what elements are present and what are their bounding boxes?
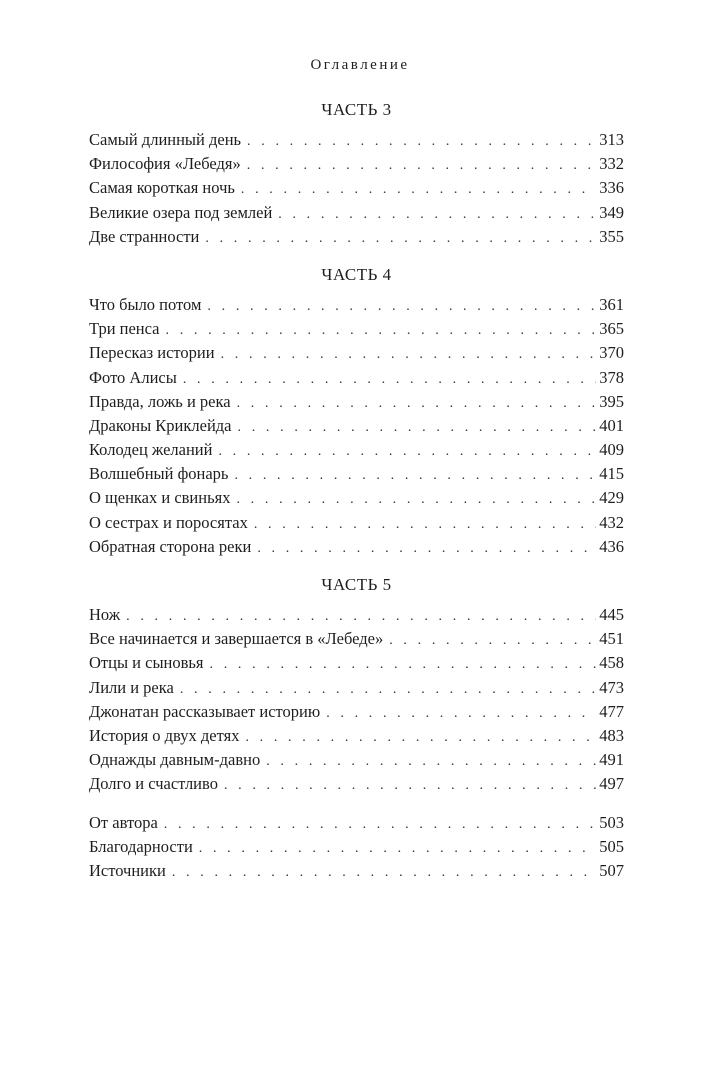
- toc-entry[interactable]: [89, 225, 624, 249]
- page-number: 507: [599, 860, 624, 880]
- toc-entry[interactable]: [89, 366, 624, 390]
- back-matter-section: [89, 811, 624, 884]
- page-number: 395: [599, 391, 624, 411]
- entry-title: Пересказ истории: [89, 343, 215, 363]
- entry-title: Великие озера под землей: [89, 202, 273, 222]
- page-number: 336: [599, 178, 624, 198]
- page-number: 370: [599, 343, 624, 363]
- toc-entry[interactable]: [89, 603, 624, 627]
- dot-leader: [278, 203, 596, 227]
- page-number: 378: [599, 367, 624, 387]
- toc-entry[interactable]: [89, 438, 624, 462]
- part-title: ЧАСТЬ 5: [321, 575, 392, 594]
- dot-leader: [247, 130, 596, 154]
- part-3-section: [89, 98, 624, 249]
- table-of-contents: [89, 98, 624, 883]
- page-number: 503: [599, 812, 624, 832]
- page-number: 483: [599, 725, 624, 745]
- toc-entry[interactable]: [89, 859, 624, 883]
- dot-leader: [389, 629, 596, 653]
- dot-leader: [166, 319, 597, 343]
- dot-leader: [180, 678, 596, 702]
- dot-leader: [172, 861, 596, 885]
- toc-entry[interactable]: [89, 152, 624, 176]
- dot-leader: [224, 774, 596, 798]
- entry-list: [89, 603, 624, 797]
- toc-entry[interactable]: [89, 835, 624, 859]
- dot-leader: [241, 178, 596, 202]
- dot-leader: [183, 368, 596, 392]
- entry-list: [89, 128, 624, 249]
- dot-leader: [126, 605, 596, 629]
- toc-entry[interactable]: [89, 772, 624, 796]
- toc-entry[interactable]: [89, 724, 624, 748]
- page-number: 432: [599, 512, 624, 532]
- entry-title: Волшебный фонарь: [89, 464, 229, 484]
- dot-leader: [218, 440, 596, 464]
- entry-title: Отцы и сыновья: [89, 653, 204, 673]
- toc-entry[interactable]: [89, 511, 624, 535]
- toc-entry[interactable]: [89, 748, 624, 772]
- dot-leader: [245, 726, 596, 750]
- page-number: 458: [599, 653, 624, 673]
- entry-title: Долго и счастливо: [89, 774, 218, 794]
- page-number: 332: [599, 154, 624, 174]
- entry-title: Что было потом: [89, 294, 202, 314]
- page-number: 365: [599, 319, 624, 339]
- toc-entry[interactable]: [89, 128, 624, 152]
- toc-entry[interactable]: [89, 700, 624, 724]
- toc-entry[interactable]: [89, 317, 624, 341]
- dot-leader: [164, 813, 596, 837]
- page-number: 451: [599, 629, 624, 649]
- page-number: 491: [599, 750, 624, 770]
- entry-title: От автора: [89, 812, 158, 832]
- entry-title: Нож: [89, 605, 121, 624]
- page-number: 436: [599, 536, 624, 556]
- dot-leader: [326, 702, 596, 726]
- entry-title: Правда, ложь и река: [89, 391, 231, 411]
- entry-title: История о двух детях: [89, 725, 240, 745]
- entry-title: Самый длинный день: [89, 130, 242, 149]
- toc-entry[interactable]: [89, 651, 624, 675]
- dot-leader: [247, 154, 597, 178]
- toc-entry[interactable]: [89, 201, 624, 225]
- running-head: Оглавление: [310, 57, 410, 73]
- part-title: ЧАСТЬ 3: [321, 100, 392, 119]
- dot-leader: [205, 227, 596, 251]
- dot-leader: [237, 392, 597, 416]
- page-number: 497: [599, 774, 624, 794]
- page-number: 409: [599, 440, 624, 460]
- page-number: 445: [599, 605, 624, 624]
- dot-leader: [207, 295, 596, 319]
- dot-leader: [199, 837, 596, 861]
- toc-entry[interactable]: [89, 176, 624, 200]
- toc-entry[interactable]: [89, 486, 624, 510]
- dot-leader: [234, 464, 596, 488]
- page-number: 415: [599, 464, 624, 484]
- toc-entry[interactable]: [89, 462, 624, 486]
- page-number: 401: [599, 415, 624, 435]
- toc-entry[interactable]: [89, 390, 624, 414]
- toc-entry[interactable]: [89, 811, 624, 835]
- entry-title: Источники: [89, 860, 166, 880]
- part-5-section: [89, 573, 624, 797]
- section-spacer: [89, 249, 624, 263]
- toc-entry[interactable]: [89, 414, 624, 438]
- dot-leader: [236, 488, 596, 512]
- part-4-section: [89, 263, 624, 559]
- dot-leader: [257, 537, 596, 561]
- entry-title: Благодарности: [89, 836, 193, 856]
- page-number: 349: [599, 202, 624, 222]
- entry-title: Колодец желаний: [89, 440, 213, 460]
- section-spacer: [89, 559, 624, 573]
- dot-leader: [254, 513, 596, 537]
- page-number: 473: [599, 677, 624, 697]
- entry-title: Драконы Криклейда: [89, 415, 232, 435]
- entry-title: Три пенса: [89, 319, 160, 339]
- entry-list: [89, 293, 624, 559]
- dot-leader: [221, 343, 597, 367]
- entry-title: Две странности: [89, 226, 200, 246]
- entry-title: О щенках и свиньях: [89, 488, 231, 508]
- dot-leader: [238, 416, 597, 440]
- toc-entry[interactable]: [89, 341, 624, 365]
- page-number: 355: [599, 226, 624, 246]
- page-number: 477: [599, 701, 624, 721]
- page-number: 313: [599, 130, 624, 149]
- entry-title: Обратная сторона реки: [89, 536, 252, 556]
- page-number: 505: [599, 836, 624, 856]
- entry-title: Фото Алисы: [89, 367, 177, 387]
- toc-entry[interactable]: [89, 293, 624, 317]
- dot-leader: [210, 653, 597, 677]
- entry-title: Все начинается и завершается в «Лебеде»: [89, 629, 384, 649]
- entry-title: Однажды давным-давно: [89, 750, 261, 770]
- entry-title: Джонатан рассказывает историю: [89, 701, 321, 721]
- page-number: 429: [599, 488, 624, 508]
- toc-entry[interactable]: [89, 535, 624, 559]
- entry-title: Самая короткая ночь: [89, 178, 235, 198]
- part-title: ЧАСТЬ 4: [321, 264, 392, 284]
- toc-entry[interactable]: [89, 676, 624, 700]
- section-spacer: [89, 797, 624, 811]
- page-number: 361: [599, 294, 624, 314]
- toc-entry[interactable]: [89, 627, 624, 651]
- entry-title: Философия «Лебедя»: [89, 154, 241, 174]
- dot-leader: [266, 750, 596, 774]
- entry-title: О сестрах и поросятах: [89, 512, 248, 532]
- entry-title: Лили и река: [89, 677, 174, 697]
